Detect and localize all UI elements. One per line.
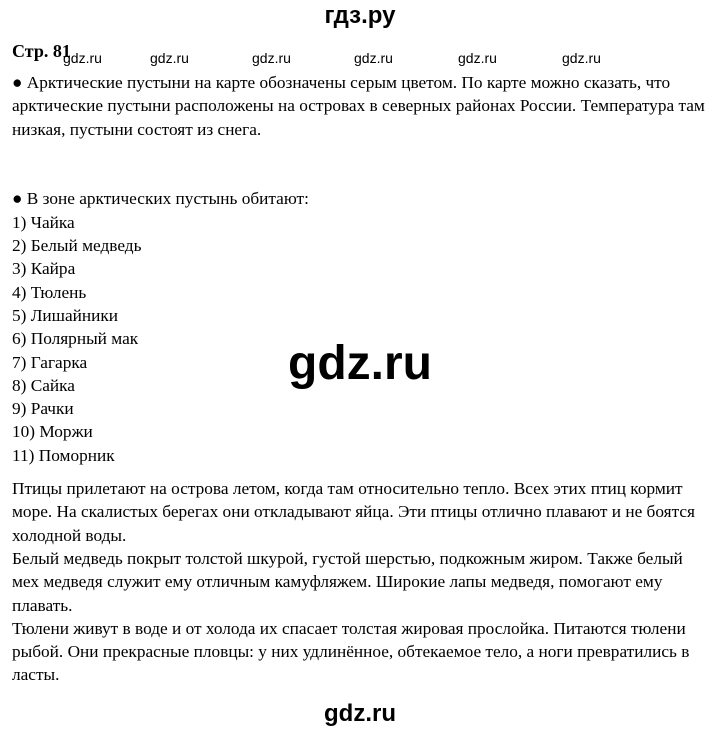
- list-item: 8) Сайка: [12, 375, 75, 395]
- list-item: 5) Лишайники: [12, 305, 119, 325]
- list-item: 7) Гагарка: [12, 352, 88, 372]
- seals-paragraph: Тюлени живут в воде и от холода их спасает толстая жировая прослойка. Питаются тюлени рыбой. Они прекрасные пловцы: у них удлинённое, обтекаемое тело, а ноги превратились в ласты.: [12, 618, 690, 685]
- watermark-text: gdz.ru: [458, 50, 497, 66]
- list-item: 3) Кайра: [12, 259, 76, 279]
- spacer: [12, 467, 712, 477]
- birds-paragraph: Птицы прилетают на острова летом, когда там относительно тепло. Всех этих птиц кормит море. На скалистых берегах они откладывают яйца. Эти птицы отлично плавают и не боятся холодной воды.: [12, 479, 695, 545]
- watermark-text: gdz.ru: [63, 50, 102, 66]
- list-item: 4) Тюлень: [12, 282, 87, 302]
- list-item: 11) Поморник: [12, 445, 115, 465]
- list-item: 2) Белый медведь: [12, 236, 142, 256]
- list-item: 6) Полярный мак: [12, 329, 139, 349]
- page-label: Стр. 81: [12, 41, 71, 61]
- center-watermark: gdz.ru: [288, 337, 432, 390]
- bottom-watermark: gdz.ru: [324, 700, 396, 727]
- inhabitants-heading: ● В зоне арктических пустынь обитают:: [12, 189, 309, 209]
- watermark-text: gdz.ru: [354, 50, 393, 66]
- watermark-text: gdz.ru: [252, 50, 291, 66]
- watermark-text: gdz.ru: [562, 50, 601, 66]
- intro-paragraph: ● Арктические пустыни на карте обозначены серым цветом. По карте можно сказать, что арктические пустыни расположены на островах в северных районах России. Температура там низкая, пустыни состоят из снега.: [12, 73, 705, 139]
- polar-bear-paragraph: Белый медведь покрыт толстой шкурой, густой шерстью, подкожным жиром. Также белый мех медведя служит ему отличным камуфляжем. Широкие лапы медведя, помогают ему плавать.: [12, 548, 683, 615]
- spacer: [12, 141, 712, 188]
- list-item: 1) Чайка: [12, 212, 75, 232]
- watermark-text: gdz.ru: [150, 50, 189, 66]
- site-header-watermark: гдз.ру: [324, 2, 396, 29]
- list-item: 9) Рачки: [12, 399, 74, 419]
- list-item: 10) Моржи: [12, 422, 93, 442]
